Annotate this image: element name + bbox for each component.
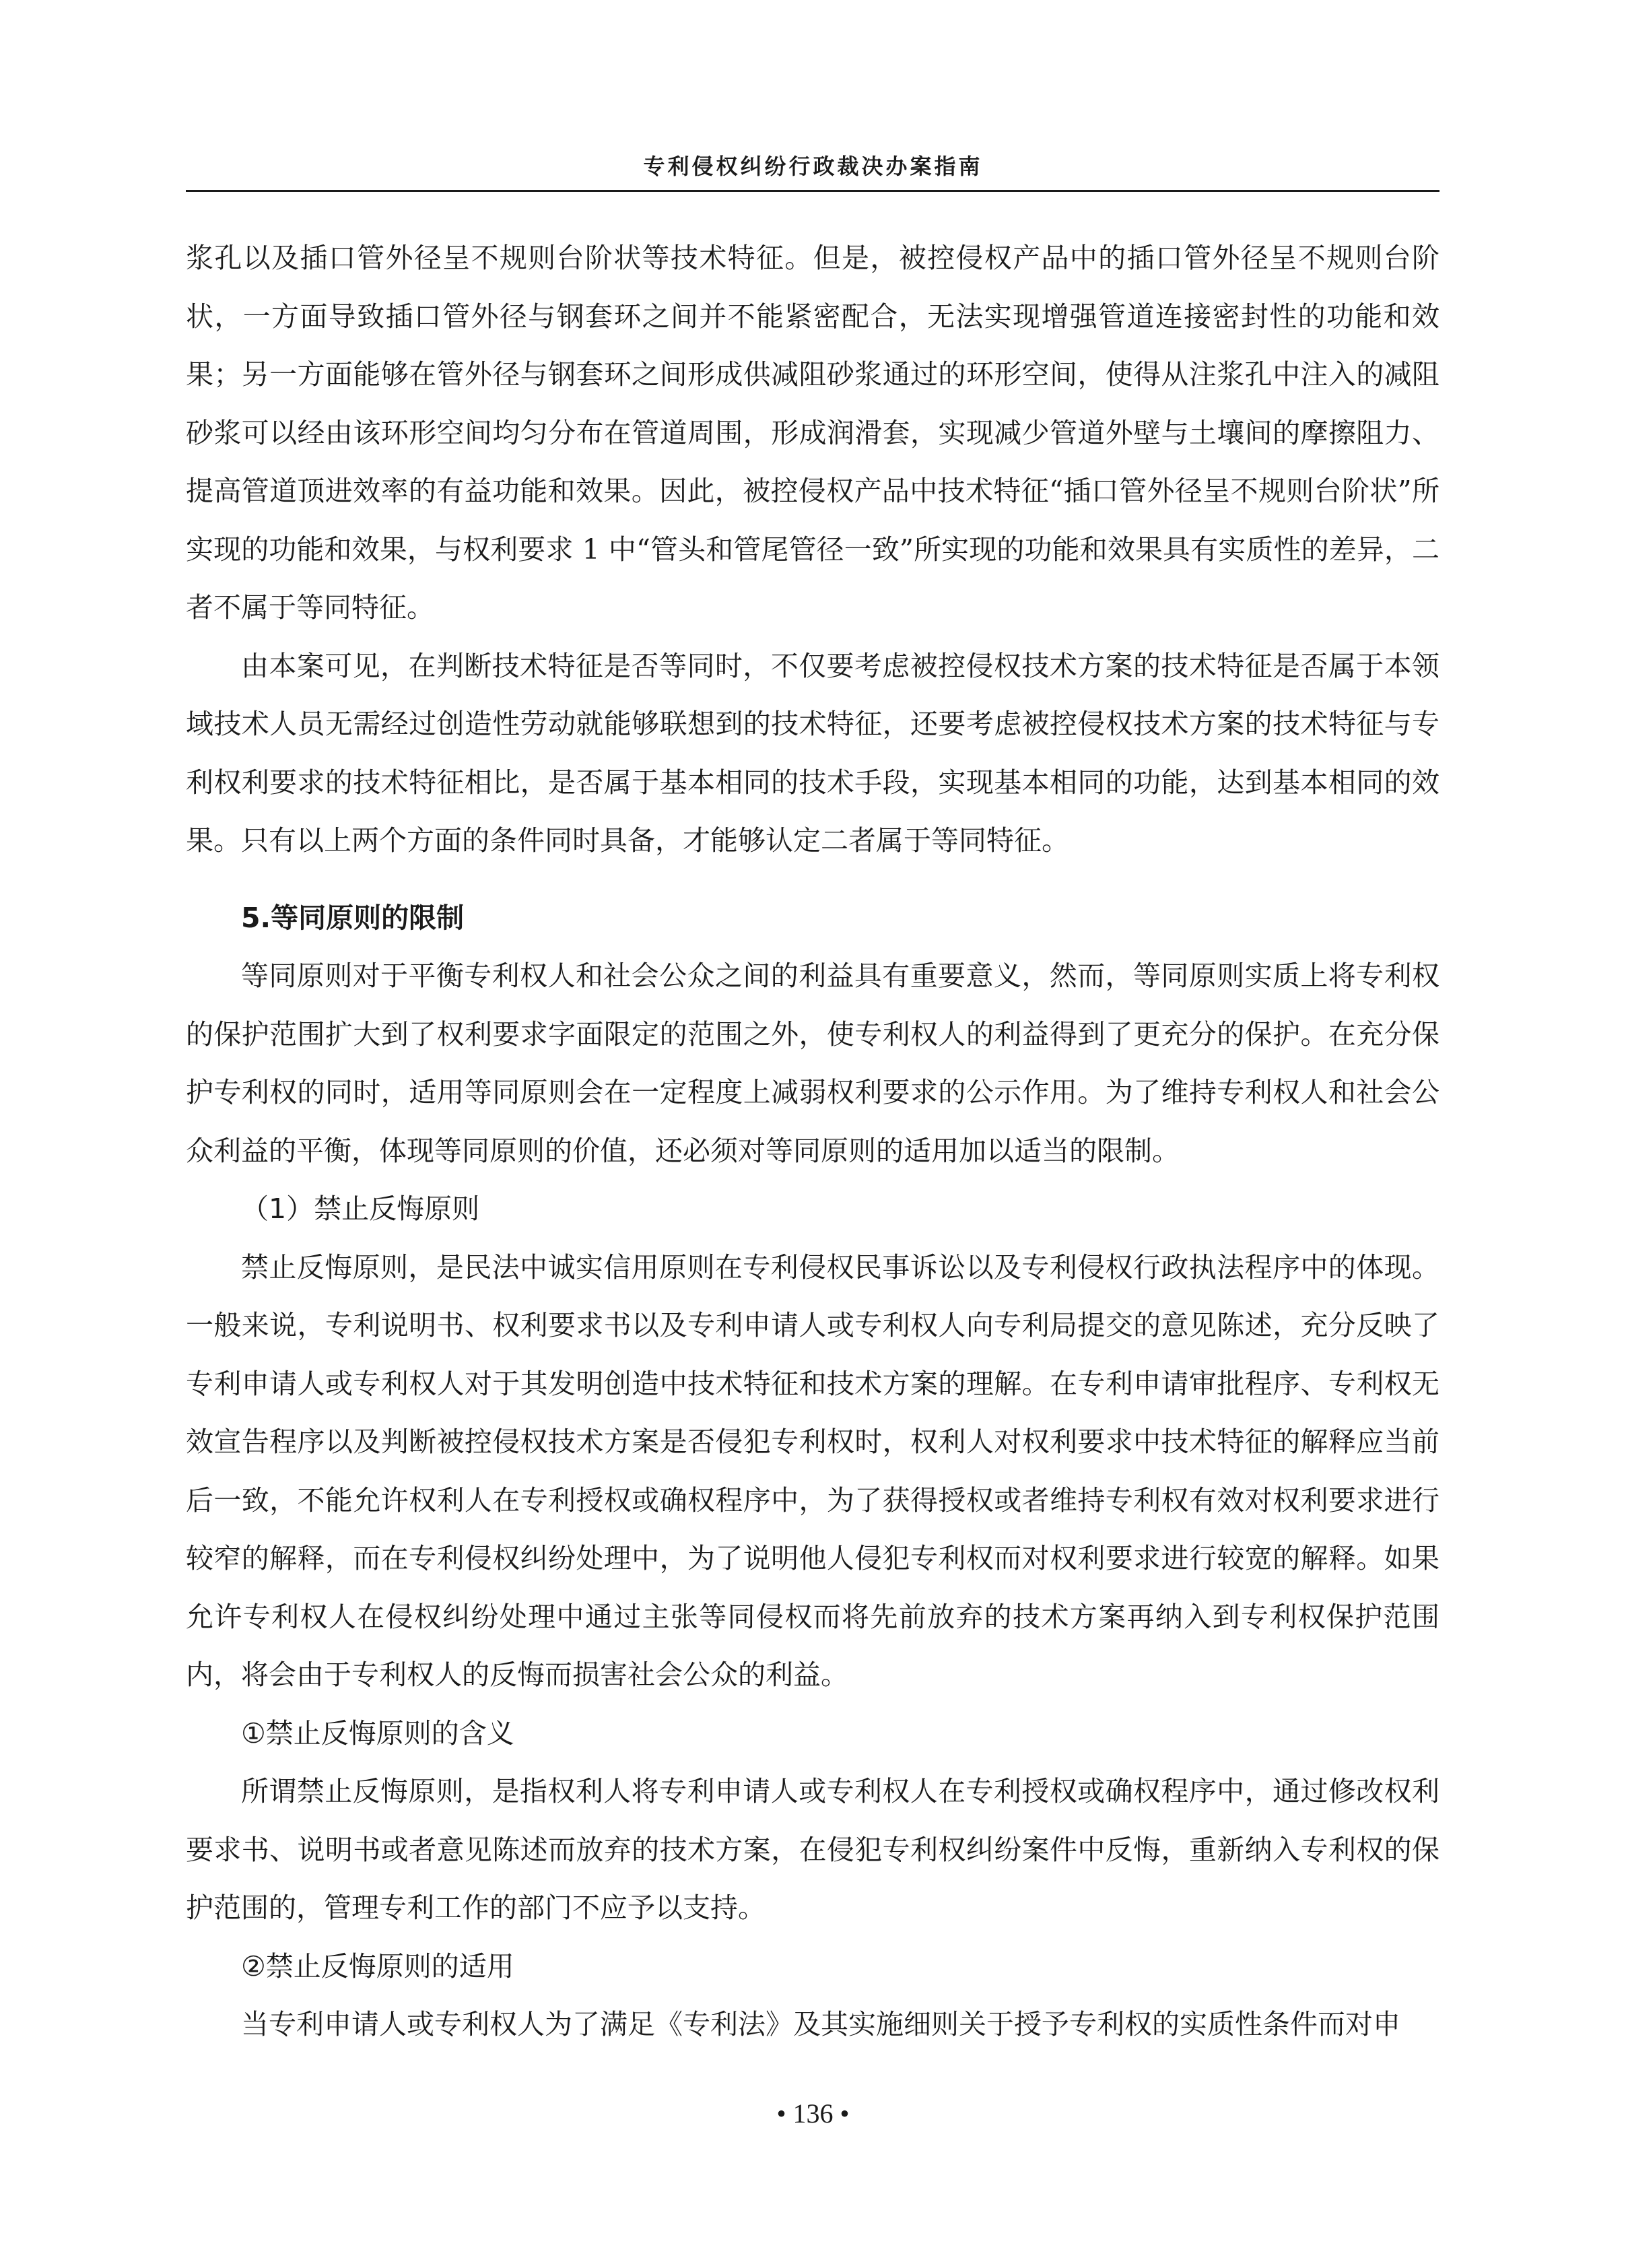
header-divider [186,190,1439,192]
subheading-estoppel-application: ②禁止反悔原则的适用 [241,1949,514,1982]
subheading-estoppel: （1）禁止反悔原则 [241,1193,480,1225]
running-header-title: 专利侵权纠纷行政裁决办案指南 [643,154,983,179]
paragraph-estoppel-intro: 禁止反悔原则，是民法中诚实信用原则在专利侵权民事诉讼以及专利侵权行政执法程序中的体现。一般来说，专利说明书、权利要求书以及专利申请人或专利权人向专利局提交的意见陈述，充分反映了专利申请人或专利权人对于其发明创造中技术特征和技术方案的理解。在专利申请审批程序、专利权无效宣告程序以及判断被控侵权技术方案是否侵犯专利权时，权利人对权利要求中技术特征的解释应当前后一致，不能允许权利人在专利授权或确权程序中，为了获得授权或者维持专利权有效对权利要求进行较窄的解释，而在专利侵权纠纷处理中，为了说明他人侵犯专利权而对权利要求进行较宽的解释。如果允许专利权人在侵权纠纷处理中通过主张等同侵权而将先前放弃的技术方案再纳入到专利权保护范围内，将会由于专利权人的反悔而损害社会公众的利益。 [186,1250,1439,1691]
subheading-estoppel-meaning: ①禁止反悔原则的含义 [241,1716,514,1749]
section-heading-5: 5.等同原则的限制 [241,901,465,934]
paragraph-case-conclusion: 由本案可见，在判断技术特征是否等同时，不仅要考虑被控侵权技术方案的技术特征是否属于本领域技术人员无需经过创造性劳动就能够联想到的技术特征，还要考虑被控侵权技术方案的技术特征与专利权利要求的技术特征相比，是否属于基本相同的技术手段，实现基本相同的功能，达到基本相同的效果。只有以上两个方面的条件同时具备，才能够认定二者属于等同特征。 [186,649,1439,857]
paragraph-estoppel-application: 当专利申请人或专利权人为了满足《专利法》及其实施细则关于授予专利权的实质性条件而对申 [241,2008,1400,2040]
paragraph-case-analysis: 浆孔以及插口管外径呈不规则台阶状等技术特征。但是，被控侵权产品中的插口管外径呈不规则台阶状，一方面导致插口管外径与钢套环之间并不能紧密配合，无法实现增强管道连接密封性的功能和效果；另一方面能够在管外径与钢套环之间形成供减阻砂浆通过的环形空间，使得从注浆孔中注入的减阻砂浆可以经由该环形空间均匀分布在管道周围，形成润滑套，实现减少管道外壁与土壤间的摩擦阻力、提高管道顶进效率的有益功能和效果。因此，被控侵权产品中技术特征“插口管外径呈不规则台阶状”所实现的功能和效果，与权利要求 1 中“管头和管尾管径一致”所实现的功能和效果具有实质性的差异，二者不属于等同特征。 [186,242,1439,624]
page-body [186,229,1439,2054]
paragraph-estoppel-meaning: 所谓禁止反悔原则，是指权利人将专利申请人或专利权人在专利授权或确权程序中，通过修改权利要求书、说明书或者意见陈述而放弃的技术方案，在侵犯专利权纠纷案件中反悔，重新纳入专利权的保护范围的，管理专利工作的部门不应予以支持。 [186,1775,1439,1924]
paragraph-equivalence-limits: 等同原则对于平衡专利权人和社会公众之间的利益具有重要意义，然而，等同原则实质上将专利权的保护范围扩大到了权利要求字面限定的范围之外，使专利权人的利益得到了更充分的保护。在充分保护专利权的同时，适用等同原则会在一定程度上减弱权利要求的公示作用。为了维持专利权人和社会公众利益的平衡，体现等同原则的价值，还必须对等同原则的适用加以适当的限制。 [186,960,1439,1167]
page-number: • 136 • [776,2098,850,2129]
